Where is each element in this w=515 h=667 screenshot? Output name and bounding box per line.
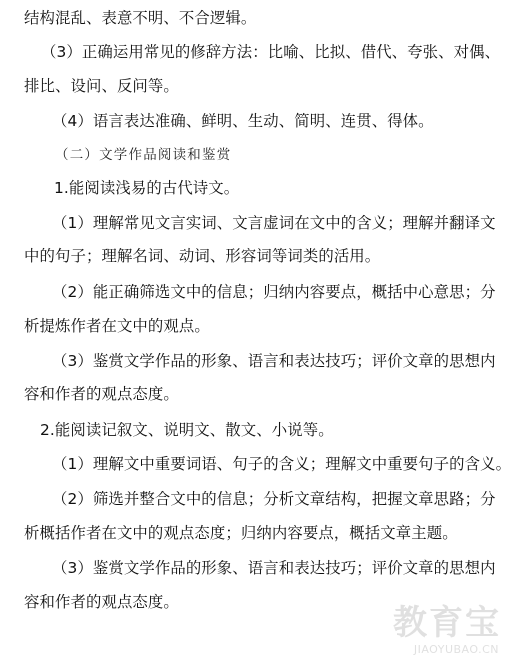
text-line: （3）正确运用常见的修辞方法：比喻、比拟、借代、夸张、对偶、 [41, 43, 501, 61]
text-line: （3）鉴赏文学作品的形象、语言和表达技巧；评价文章的思想内 [52, 559, 496, 577]
section-heading: （二）文学作品阅读和鉴赏 [55, 147, 232, 163]
watermark-url: JIAOYUBAO.CN [413, 643, 499, 656]
text-line: 析概括作者在文中的观点态度；归纳内容要点，概括文章主题。 [24, 524, 458, 542]
text-line: 中的句子；理解名词、动词、形容词等词类的活用。 [24, 247, 381, 265]
text-line: 容和作者的观点态度。 [24, 385, 179, 403]
text-line: （4）语言表达准确、鲜明、生动、简明、连贯、得体。 [52, 112, 434, 130]
text-line: 结构混乱、表意不明、不合逻辑。 [24, 9, 257, 27]
text-line: 2.能阅读记叙文、说明文、散文、小说等。 [40, 421, 334, 439]
text-line: 析提炼作者在文中的观点。 [24, 317, 210, 335]
text-line: 1.能阅读浅易的古代诗文。 [54, 179, 240, 197]
text-line: （1）理解常见文言实词、文言虚词在文中的含义；理解并翻译文 [52, 214, 496, 232]
text-line: （2）筛选并整合文中的信息；分析文章结构，把握文章思路；分 [52, 490, 496, 508]
text-line: （2）能正确筛选文中的信息；归纳内容要点，概括中心意思；分 [52, 283, 496, 301]
text-line: 排比、设问、反问等。 [24, 77, 179, 95]
watermark-logo [381, 603, 501, 661]
text-line: （3）鉴赏文学作品的形象、语言和表达技巧；评价文章的思想内 [52, 352, 496, 370]
text-line: 容和作者的观点态度。 [24, 593, 179, 611]
watermark-text: 教育宝 [393, 603, 501, 643]
text-line: （1）理解文中重要词语、句子的含义；理解文中重要句子的含义。 [52, 455, 512, 473]
